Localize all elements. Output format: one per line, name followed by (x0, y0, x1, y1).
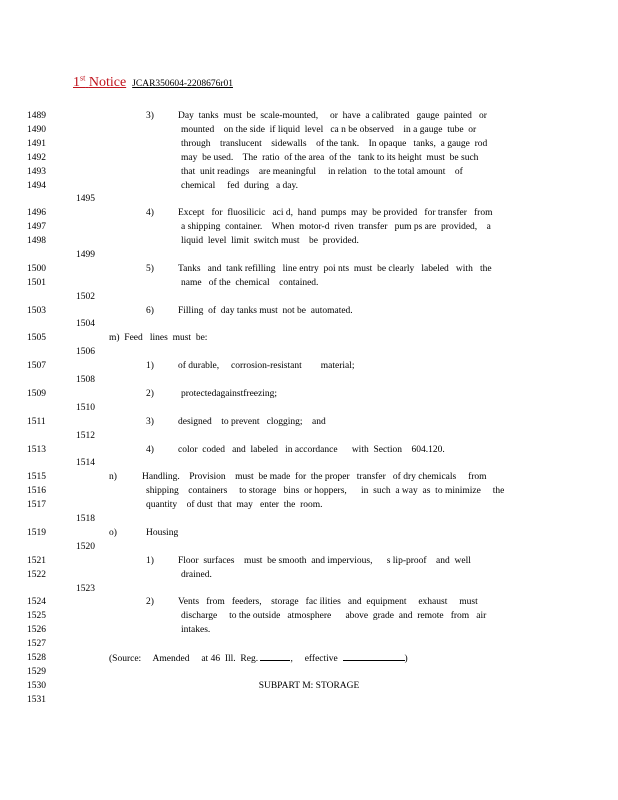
item-number: 2) (146, 597, 154, 607)
line-number: 1497 (27, 222, 46, 232)
line-number: 1506 (76, 347, 95, 357)
item-text: discharge to the outside atmosphere above grade and remote from air (181, 611, 487, 621)
line-number: 1498 (27, 236, 46, 246)
item-text: chemical fed during a day. (181, 181, 299, 191)
item-text: name of the chemical contained. (181, 278, 319, 288)
item-text: Tanks and tank refilling line entry poi nts must be clearly labeled with the (178, 264, 492, 274)
line-number: 1491 (27, 139, 46, 149)
line-number: 1505 (27, 333, 46, 343)
line-number: 1504 (76, 319, 95, 329)
line-number: 1514 (76, 458, 95, 468)
subpart-heading: SUBPART M: STORAGE (258, 681, 360, 691)
line-number: 1509 (27, 389, 46, 399)
subsection-text: Handling. Provision must be made for the proper transfer of dry chemicals from (142, 472, 487, 482)
subsection-text: quantity of dust that may enter the room. (146, 500, 323, 510)
item-number: 1) (146, 361, 154, 371)
item-text: mounted on the side if liquid level ca n be observed in a gauge tube or (181, 125, 477, 135)
line-number: 1519 (27, 528, 46, 538)
line-number: 1490 (27, 125, 46, 135)
item-text: protectedagainstfreezing; (181, 389, 278, 399)
item-text: designed to prevent clogging; and (178, 417, 326, 427)
item-text: color coded and labeled in accordance with Section 604.120. (178, 445, 445, 455)
line-number: 1515 (27, 472, 46, 482)
line-number: 1500 (27, 264, 46, 274)
item-text: drained. (181, 570, 212, 580)
line-number: 1507 (27, 361, 46, 371)
line-number: 1531 (27, 695, 46, 705)
line-number: 1525 (27, 611, 46, 621)
blank-field (343, 651, 405, 661)
source-note: (Source: Amended at 46 Ill. Reg. , effective ) (109, 651, 408, 666)
line-number: 1517 (27, 500, 46, 510)
line-number: 1523 (76, 584, 95, 594)
item-number: 4) (146, 208, 154, 218)
item-text: a shipping container. When motor-d riven transfer pum ps are provided, a (181, 222, 491, 232)
item-number: 1) (146, 556, 154, 566)
subsection-heading: Housing (146, 528, 179, 538)
line-number: 1520 (76, 542, 95, 552)
item-text: of durable, corrosion-resistant material; (178, 361, 355, 371)
item-number: 3) (146, 417, 154, 427)
jcar-id: JCAR350604-2208676r01 (132, 79, 233, 89)
item-text: that unit readings are meaningful in relation to the total amount of (181, 167, 463, 177)
item-text: Vents from feeders, storage fac ilities and equipment exhaust must (178, 597, 478, 607)
item-text: intakes. (181, 625, 211, 635)
line-number: 1494 (27, 181, 46, 191)
item-text: Day tanks must be scale-mounted, or have a calibrated gauge painted or (178, 111, 487, 121)
subsection-text: shipping containers to storage bins or hoppers, in such a way as to minimize the (146, 486, 505, 496)
line-number: 1493 (27, 167, 46, 177)
line-number: 1524 (27, 597, 46, 607)
line-number: 1516 (27, 486, 46, 496)
line-number: 1489 (27, 111, 46, 121)
item-number: 2) (146, 389, 154, 399)
notice-label: 1st Notice (73, 73, 127, 90)
line-number: 1518 (76, 514, 95, 524)
item-number: 5) (146, 264, 154, 274)
line-number: 1499 (76, 250, 95, 260)
line-number: 1527 (27, 639, 46, 649)
line-number: 1522 (27, 570, 46, 580)
line-number: 1529 (27, 667, 46, 677)
line-number: 1508 (76, 375, 95, 385)
item-number: 3) (146, 111, 154, 121)
item-text: Filling of day tanks must not be automated. (178, 306, 353, 316)
line-number: 1521 (27, 556, 46, 566)
item-text: may be used. The ratio of the area of the tank to its height must be such (181, 153, 479, 163)
line-number: 1501 (27, 278, 46, 288)
item-number: 4) (146, 445, 154, 455)
item-text: through translucent sidewalls of the tank. In opaque tanks, a gauge rod (181, 139, 488, 149)
line-number: 1503 (27, 306, 46, 316)
subsection-heading: m) Feed lines must be: (109, 333, 208, 343)
line-number: 1528 (27, 653, 46, 663)
subsection-number: n) (109, 472, 117, 482)
item-text: Except for fluosilicic aci d, hand pumps may be provided for transfer from (178, 208, 493, 218)
line-number: 1513 (27, 445, 46, 455)
line-number: 1510 (76, 403, 95, 413)
item-text: Floor surfaces must be smooth and impervious, s lip-proof and well (178, 556, 471, 566)
line-number: 1530 (27, 681, 46, 691)
line-number: 1512 (76, 431, 95, 441)
line-number: 1511 (27, 417, 46, 427)
item-number: 6) (146, 306, 154, 316)
subsection-number: o) (109, 528, 117, 538)
line-number: 1496 (27, 208, 46, 218)
blank-field (260, 651, 290, 661)
line-number: 1495 (76, 194, 95, 204)
line-number: 1502 (76, 292, 95, 302)
item-text: liquid level limit switch must be provided. (181, 236, 359, 246)
line-number: 1492 (27, 153, 46, 163)
line-number: 1526 (27, 625, 46, 635)
notice-header (73, 75, 233, 91)
